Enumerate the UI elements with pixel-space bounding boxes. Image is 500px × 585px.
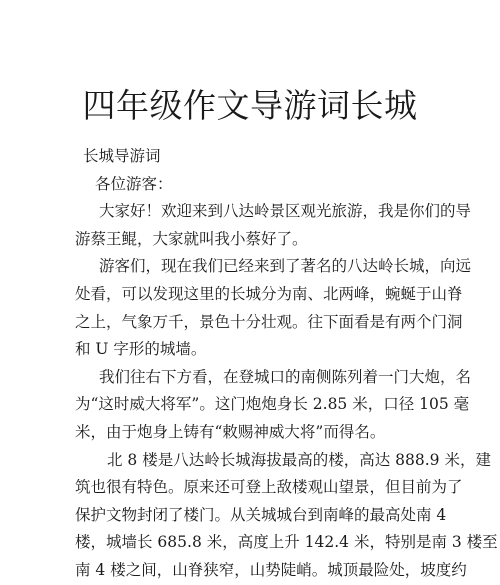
paragraph-line: 米，由于炮身上铸有“敕赐神威大将”而得名。 [75,422,386,441]
paragraph-line: 处看，可以发现这里的长城分为南、北两峰，蜿蜒于山脊 [75,284,463,303]
document-body [75,143,498,585]
paragraph-line: 北 8 楼是八达岭长城海拔最高的楼，高达 888.9 米，建 [107,450,491,469]
paragraph-line: 大家好！欢迎来到八达岭景区观光旅游，我是你们的导 [99,202,472,221]
paragraph-line: 之上，气象万千，景色十分壮观。往下面看是有两个门洞 [75,312,463,331]
paragraph-line: 和 U 字形的城墙。 [75,340,207,359]
paragraph-welcome [75,198,472,253]
document-title: 四年级作文导游词长城 [82,86,418,125]
paragraph-north-tower [75,447,498,585]
paragraph-great-wall-view [75,253,472,363]
paragraph-cannon [75,364,472,447]
paragraph-line: 保护文物封闭了楼门。从关城城台到南峰的最高处南 4 [75,505,447,524]
paragraph-line: 楼，城墙长 685.8 米，高度上升 142.4 米，特别是南 3 楼至 [75,533,498,552]
paragraph-line: 我们往右下方看，在登城口的南侧陈列着一门大炮，名 [99,367,472,386]
paragraph-line: 筑也很有特色。原来还可登上敌楼观山望景，但目前为了 [75,478,463,497]
salutation: 各位游客： [95,174,173,193]
paragraph-line: 为“这时威大将军”。这门炮炮身长 2.85 米，口径 105 毫 [75,395,470,414]
section-heading: 长城导游词 [83,147,161,165]
paragraph-line: 游客们，现在我们已经来到了著名的八达岭长城，向远 [99,257,472,276]
paragraph-line: 游蔡王鲲，大家就叫我小蔡好了。 [75,229,308,248]
paragraph-line: 南 4 楼之间，山脊狭窄，山势陡峭。城顶最险处，坡度约 [75,560,467,579]
